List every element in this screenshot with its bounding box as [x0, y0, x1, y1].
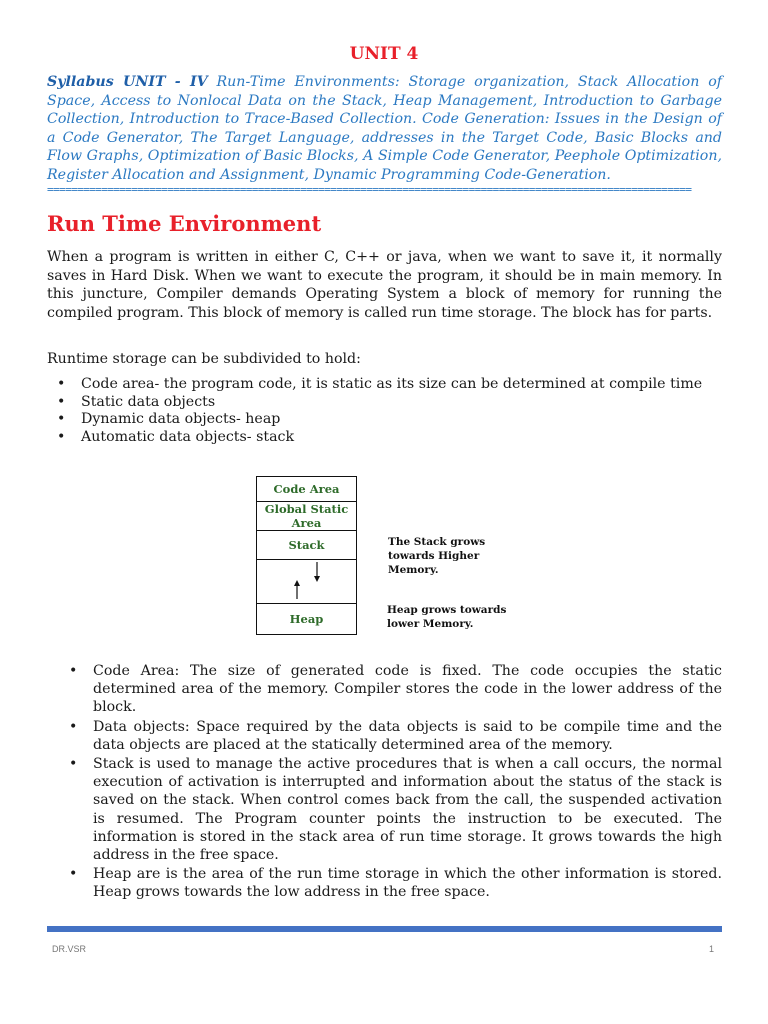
- heap-arrow-head: [294, 580, 300, 586]
- subdivide-label: Runtime storage can be subdivided to hold:: [47, 351, 361, 367]
- intro-paragraph: When a program is written in either C, C++ or java, when we want to save it, it normally saves in Hard Disk. When we want to execute the program, it should be in main memory. In this juncture, Compiler demands Operating System a block of memory for running the compiled program. This block of memory is called run time storage. The block has for parts.: [47, 249, 722, 321]
- stack-block: Stack: [256, 530, 357, 560]
- syllabus-paragraph: [47, 73, 722, 184]
- syllabus-lead: Syllabus UNIT - IV: [47, 74, 208, 90]
- growth-arrows: [256, 476, 357, 636]
- list-item: • Data objects: Space required by the data objects is said to be compile time and the data objects are placed at the statically determined area of the memory.: [60, 718, 722, 754]
- footer-author: DR.VSR: [52, 944, 87, 954]
- unit-title: UNIT 4: [349, 44, 419, 64]
- list-item: • Code area- the program code, it is static as its size can be determined at compile time: [47, 376, 707, 394]
- stack-arrow-head: [314, 576, 320, 582]
- code-area-block: Code Area: [256, 476, 357, 502]
- separator-rule: ===========================================================================================================: [47, 184, 692, 196]
- footer-bar: [47, 926, 722, 932]
- global-static-area-block: Global Static Area: [256, 501, 357, 531]
- list-item: • Stack is used to manage the active procedures that is when a call occurs, the normal execution of activation is interrupted and information about the status of the stack is saved on the stack. When control comes back from the call, the suspended activation is resumed. The Program counter points the instruction to be executed. The information is stored in the stack area of run time storage. It grows towards the high address in the free space.: [60, 755, 722, 864]
- storage-parts-list: [47, 376, 707, 446]
- list-item: • Code Area: The size of generated code is fixed. The code occupies the static determined area of the memory. Compiler stores the code in the lower address of the block.: [60, 662, 722, 717]
- stack-note: The Stack grows towards Higher Memory.: [388, 536, 486, 576]
- list-item: • Static data objects: [47, 394, 707, 412]
- heap-block: Heap: [256, 603, 357, 635]
- section-heading: Run Time Environment: [47, 211, 322, 236]
- list-item: • Heap are is the area of the run time storage in which the other information is stored. Heap grows towards the low address in the free space.: [60, 865, 722, 901]
- list-item: • Dynamic data objects- heap: [47, 411, 707, 429]
- details-list: [60, 662, 722, 903]
- list-item: • Automatic data objects- stack: [47, 429, 707, 447]
- heap-note: Heap grows towards lower Memory.: [387, 604, 507, 630]
- syllabus-text: Run-Time Environments: Storage organization, Stack Allocation of Space, Access to Nonlocal Data on the Stack, Heap Management, Introduction to Garbage Collection, Introduction to Trace-Based Collection. Code Generation: Issues in the Design of a Code Generator, The Target Language, addresses in the Target Code, Basic Blocks and Flow Graphs, Optimization of Basic Blocks, A Simple Code Generator, Peephole Optimization, Register Allocation and Assignment, Dynamic Programming Code-Generation.: [47, 74, 722, 183]
- page-number: 1: [708, 944, 714, 954]
